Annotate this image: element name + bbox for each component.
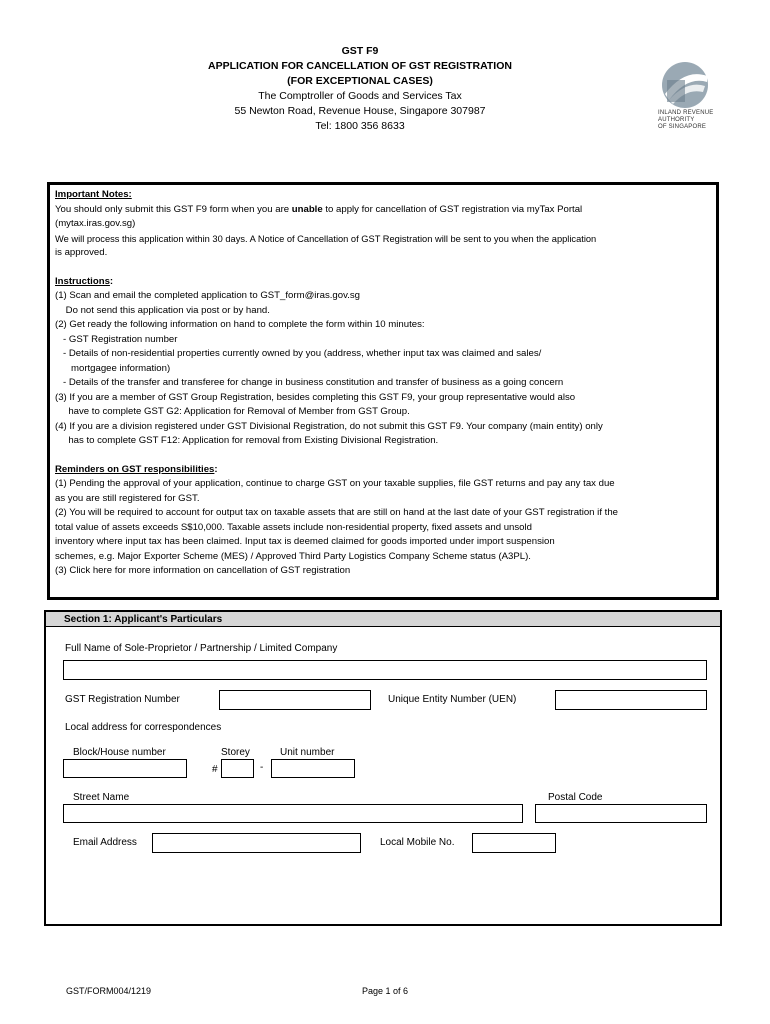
form-reference: GST/FORM004/1219 — [66, 986, 152, 996]
gst-registration-number-input[interactable] — [219, 690, 371, 710]
local-address-label: Local address for correspondences — [65, 722, 222, 733]
instructions-line: have to complete GST G2: Application for Removal of Member from GST Group. — [55, 406, 410, 417]
street-name-input[interactable] — [63, 804, 523, 823]
reminders-line: inventory where input tax has been claimed. Input tax is deemed claimed for goods imported under import suspension — [55, 536, 555, 547]
email-address-input[interactable] — [152, 833, 361, 853]
local-mobile-label: Local Mobile No. — [380, 837, 455, 848]
postal-code-label: Postal Code — [548, 792, 603, 803]
important-notes-box — [47, 182, 719, 600]
reminders-line: (1) Pending the approval of your application, continue to charge GST on your taxable supplies, file GST returns and pay any tax due — [55, 478, 615, 489]
form-title: APPLICATION FOR CANCELLATION OF GST REGISTRATION — [208, 60, 512, 72]
reminders-line: as you are still registered for GST. — [55, 492, 200, 504]
section-1-title: Section 1: Applicant's Particulars — [46, 612, 720, 627]
email-address-label: Email Address — [73, 837, 137, 848]
uen-input[interactable] — [555, 690, 707, 710]
reminders-line: schemes, e.g. Major Exporter Scheme (MES) / Approved Third Party Logistics Company Scheme status (A3PL). — [55, 550, 531, 562]
instructions-line: - Details of the transfer and transferee for change in business constitution and transfer of business as a going concern — [55, 377, 564, 388]
reminders-line: total value of assets exceeds S$10,000. Taxable assets include non-residential property, fixed assets and unsold — [55, 521, 532, 533]
storey-input[interactable] — [221, 759, 254, 778]
page-number: Page 1 of 6 — [362, 986, 409, 996]
note-paragraph-2b: is approved. — [55, 247, 108, 258]
instructions-list — [55, 289, 711, 449]
uen-label: Unique Entity Number (UEN) — [388, 694, 517, 705]
form-code: GST F9 — [341, 45, 379, 57]
important-notes-heading: Important Notes: — [55, 189, 132, 200]
note-paragraph-1: You should only submit this GST F9 form when you are unable to apply for cancellation of GST registration via myTax Portal — [55, 203, 583, 215]
instructions-line: (1) Scan and email the completed application to GST_form@iras.gov.sg — [55, 290, 360, 301]
instructions-line: has to complete GST F12: Application for removal from Existing Divisional Registration. — [55, 435, 439, 446]
local-mobile-input[interactable] — [472, 833, 556, 853]
instructions-line: - GST Registration number — [55, 333, 178, 345]
full-name-label: Full Name of Sole-Proprietor / Partnership / Limited Company — [65, 643, 338, 654]
unit-number-input[interactable] — [271, 759, 355, 778]
form-subtitle: (FOR EXCEPTIONAL CASES) — [287, 75, 433, 87]
reminders-line: (3) Click here for more information on cancellation of GST registration — [55, 565, 351, 576]
instructions-line: (2) Get ready the following information on hand to complete the form within 10 minutes: — [55, 319, 425, 330]
section-1-applicant-particulars — [44, 610, 722, 926]
block-house-number-input[interactable] — [63, 759, 187, 778]
unit-number-label: Unit number — [280, 747, 335, 758]
full-name-input[interactable] — [63, 660, 707, 680]
block-house-number-label: Block/House number — [73, 747, 166, 758]
authority-tel: Tel: 1800 356 8633 — [315, 120, 405, 132]
instructions-line: mortgagee information) — [55, 362, 171, 374]
note-paragraph-1b: (mytax.iras.gov.sg) — [55, 218, 136, 229]
instructions-line: - Details of non-residential properties currently owned by you (address, whether input tax was claimed and sales/ — [55, 348, 542, 359]
note-paragraph-2: We will process this application within 30 days. A Notice of Cancellation of GST Registration will be sent to you when the application — [55, 233, 597, 244]
instructions-heading: Instructions: — [55, 275, 114, 287]
storey-unit-dash: - — [260, 762, 264, 773]
storey-label: Storey — [221, 747, 250, 758]
authority-name: The Comptroller of Goods and Services Tax — [258, 90, 462, 102]
postal-code-input[interactable] — [535, 804, 707, 823]
storey-hash: # — [212, 764, 218, 775]
logo-text: INLAND REVENUE AUTHORITY OF SINGAPORE — [658, 110, 714, 130]
gst-registration-number-label: GST Registration Number — [65, 694, 180, 705]
form-header — [0, 44, 720, 134]
street-name-label: Street Name — [73, 792, 130, 803]
instructions-line: (3) If you are a member of GST Group Registration, besides completing this GST F9, your group representative would also — [55, 391, 576, 403]
instructions-line: (4) If you are a division registered under GST Divisional Registration, do not submit this GST F9. Your company (main entity) only — [55, 420, 603, 432]
instructions-line: Do not send this application via post or by hand. — [55, 304, 270, 316]
reminders-heading: Reminders on GST responsibilities: — [55, 463, 218, 475]
reminders-line: (2) You will be required to account for output tax on taxable assets that are still on hand at the last date of your GST registration if the — [55, 507, 618, 518]
authority-address: 55 Newton Road, Revenue House, Singapore 307987 — [234, 105, 486, 117]
reminders-list — [55, 477, 711, 579]
